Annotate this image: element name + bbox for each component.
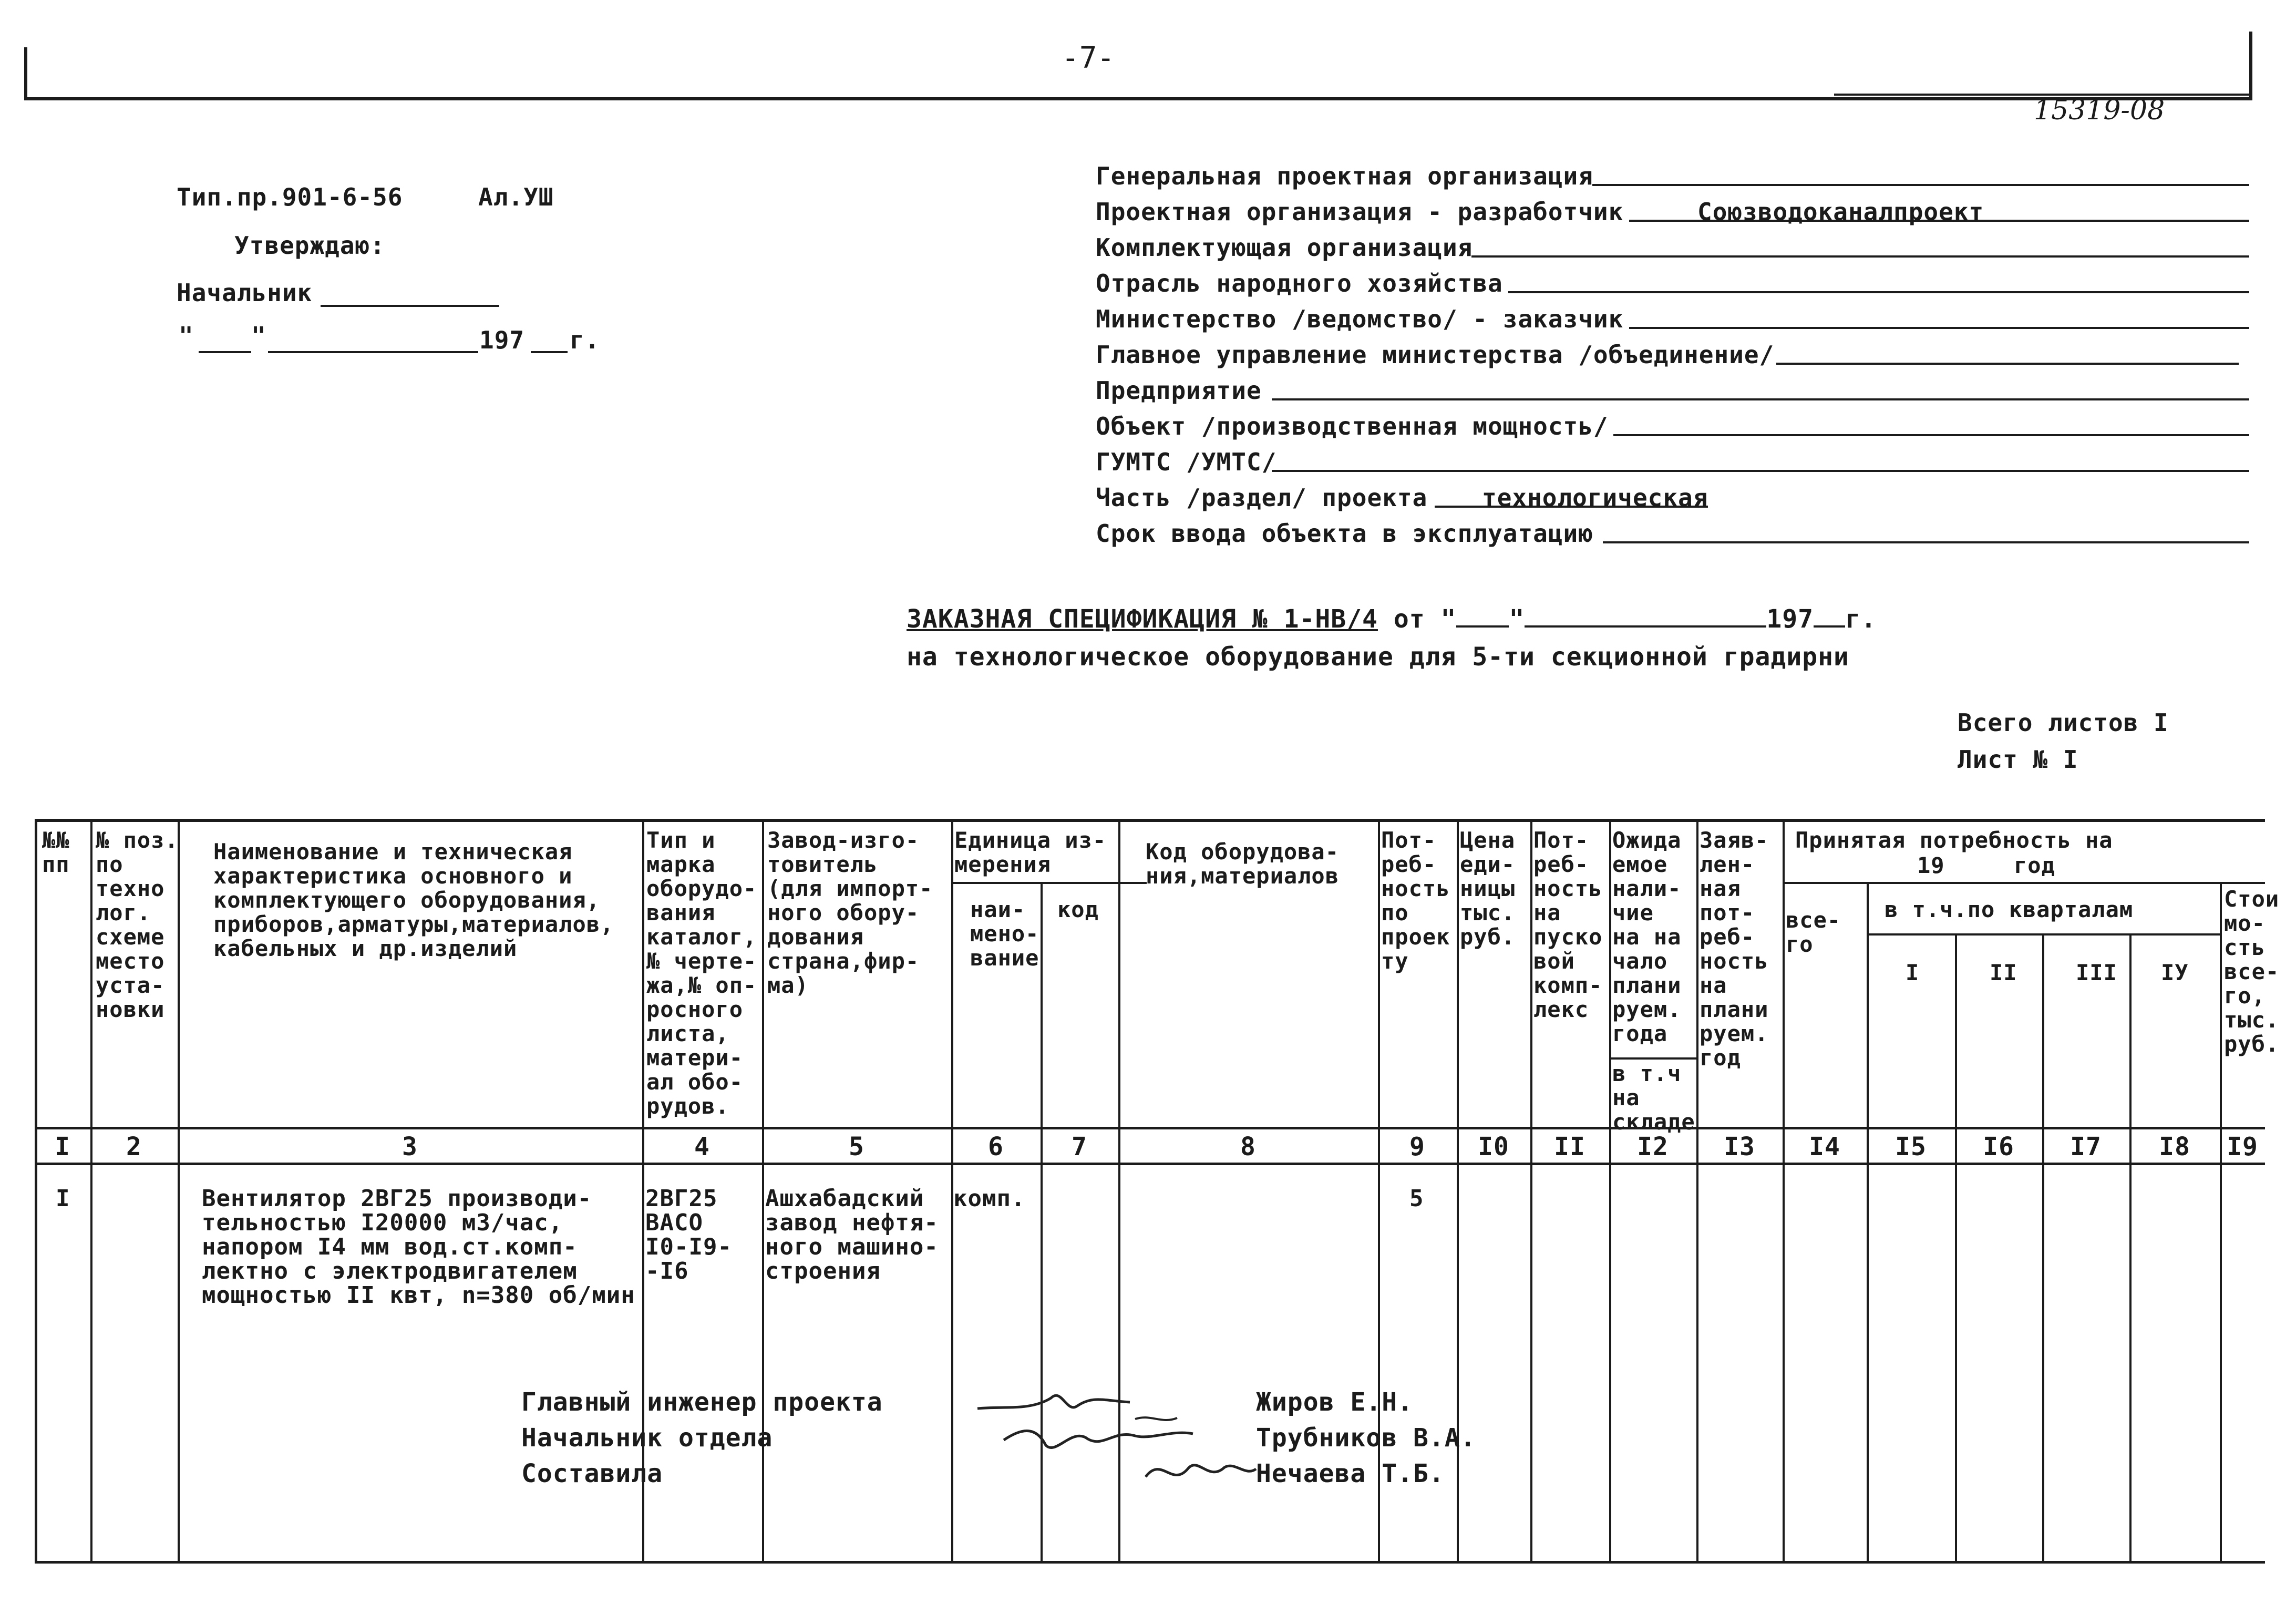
spec-title-year-blank <box>1814 625 1845 628</box>
colnum-3: 3 <box>402 1132 418 1161</box>
colnum-10: I0 <box>1478 1132 1509 1161</box>
colnum-17: I7 <box>2070 1132 2102 1161</box>
colnum-4: 4 <box>694 1132 710 1161</box>
colnum-13: I3 <box>1724 1132 1755 1161</box>
field-industry-line <box>1508 291 2249 293</box>
sheet-number: Лист № I <box>1958 745 2078 774</box>
field-general-org: Генеральная проектная организация <box>1096 162 1593 190</box>
field-enterprise-line <box>1272 398 2249 400</box>
row-manufacturer: Ашхабадский завод нефтя- ного машино- строения <box>765 1185 939 1284</box>
date-day-line <box>199 351 251 353</box>
spec-title-quote: " <box>1509 604 1525 634</box>
date-year-suffix: г. <box>570 326 600 354</box>
colnum-7: 7 <box>1072 1132 1087 1161</box>
field-ministry: Министерство /ведомство/ - заказчик <box>1096 305 1624 333</box>
header-accepted-year: 19 год <box>1917 852 2055 878</box>
header-need-project: Пот- реб- ность по проек ту <box>1381 827 1450 974</box>
colnum-15: I5 <box>1895 1132 1927 1161</box>
col-divider-13 <box>1783 819 1785 1564</box>
spec-title-prefix: ЗАКАЗНАЯ СПЕЦИФИКАЦИЯ № 1-НВ/4 <box>907 604 1378 634</box>
spec-title-suffix: г. <box>1845 604 1877 634</box>
spec-title-year: 197 <box>1766 604 1814 634</box>
field-supplier-org: Комплектующая организация <box>1096 233 1473 262</box>
header-unit-name: наи- мено- вание <box>970 897 1039 971</box>
signature-name-compiler: Нечаева Т.Б. <box>1256 1459 1445 1488</box>
field-enterprise: Предприятие <box>1096 376 1262 405</box>
header-declared-need: Заяв- лен- ная пот- реб- ность на плани руем. год <box>1700 827 1769 1071</box>
field-project-part-value: технологическая <box>1482 484 1708 512</box>
field-ministry-line <box>1629 327 2249 329</box>
header-quarter-1: I <box>1906 960 1920 985</box>
header-cost: Стои мо- сть все- го, тыс. руб. <box>2224 886 2280 1057</box>
date-quote-open: " <box>179 322 194 350</box>
date-month-line <box>268 351 478 353</box>
colnum-1: I <box>55 1132 70 1161</box>
field-general-org-line <box>1592 184 2249 186</box>
table-top-border <box>35 819 2265 822</box>
date-year-line <box>531 351 568 353</box>
header-position: № поз. по техно лог. схеме место уста- новки <box>96 827 179 1022</box>
col12-sub-line <box>1609 1057 1696 1060</box>
field-main-dept-line <box>1776 363 2239 365</box>
header-unit-group: Единица из- мерения <box>954 827 1107 877</box>
spec-title-month-blank <box>1525 625 1766 628</box>
field-developer-org: Проектная организация - разработчик <box>1096 198 1624 226</box>
field-gumts-line <box>1272 470 2249 472</box>
project-reference: Тип.пр.901-6-56 <box>177 183 403 211</box>
signature-name-dept-head: Трубников В.А. <box>1256 1423 1476 1453</box>
colnum-12: I2 <box>1637 1132 1669 1161</box>
field-deadline-line <box>1603 541 2249 543</box>
colnum-2: 2 <box>126 1132 142 1161</box>
spec-subtitle: на технологическое оборудование для 5-ти секционной градирни <box>907 642 1849 672</box>
colnum-18: I8 <box>2159 1132 2190 1161</box>
col-divider-17 <box>2129 933 2132 1564</box>
date-quote-close: " <box>251 322 266 350</box>
handwritten-signatures <box>972 1377 1267 1503</box>
header-accepted: Принятая потребность на <box>1795 827 2113 853</box>
chief-label: Начальник <box>177 279 313 307</box>
field-object-line <box>1613 434 2249 436</box>
table-left-border <box>35 819 37 1564</box>
signature-role-chief-engineer: Главный инженер проекта <box>521 1387 883 1417</box>
field-developer-value: Союзводоканалпроект <box>1697 198 1984 226</box>
chief-signature-line <box>321 305 499 307</box>
header-expected-warehouse: в т.ч на складе <box>1612 1061 1695 1135</box>
accepted-group-line <box>1783 882 2265 884</box>
col-divider-18 <box>2220 882 2222 1564</box>
field-gumts: ГУМТС /УМТС/ <box>1096 448 1277 476</box>
page-number: -7- <box>1062 41 1115 75</box>
header-quarter-3: III <box>2076 960 2117 985</box>
row-number: I <box>56 1185 70 1212</box>
table-colnum-bottom-line <box>35 1163 2265 1165</box>
header-quarter-2: II <box>1990 960 2017 985</box>
signature-role-dept-head: Начальник отдела <box>521 1423 773 1453</box>
colnum-11: II <box>1554 1132 1585 1161</box>
document-code: 15319-08 <box>2034 95 2165 126</box>
colnum-5: 5 <box>849 1132 864 1161</box>
col-divider-1 <box>90 819 92 1564</box>
col-divider-12 <box>1696 819 1698 1564</box>
col-divider-10 <box>1530 819 1532 1564</box>
spec-title-day-blank <box>1456 625 1509 628</box>
row-unit: комп. <box>953 1185 1026 1212</box>
top-border-line <box>24 97 2252 100</box>
field-project-part: Часть /раздел/ проекта <box>1096 484 1428 512</box>
colnum-16: I6 <box>1983 1132 2014 1161</box>
header-row-number: №№ пп <box>42 827 70 877</box>
row-need: 5 <box>1409 1185 1424 1212</box>
header-unit-price: Цена еди- ницы тыс. руб. <box>1460 827 1516 950</box>
colnum-9: 9 <box>1409 1132 1425 1161</box>
approve-label: Утверждаю: <box>234 231 385 260</box>
colnum-8: 8 <box>1240 1132 1256 1161</box>
row-equipment-name: Вентилятор 2ВГ25 производи- тельностью I20000 м3/час, напором I4 мм вод.ст.комп- лектно с электродвигателем мощностью II квт, n=380 об/мин <box>202 1185 635 1309</box>
header-unit-code: код <box>1057 897 1099 922</box>
signature-name-chief-engineer: Жиров Е.Н. <box>1256 1387 1413 1417</box>
sheets-total: Всего листов I <box>1958 708 2169 737</box>
header-type: Тип и марка оборудо- вания каталог, № черте- жа,№ оп- росного листа, матери- ал обо- рудов. <box>646 827 757 1119</box>
col-divider-11 <box>1609 819 1611 1564</box>
colnum-6: 6 <box>988 1132 1004 1161</box>
header-expected: Ожида емое нали- чие на на чало плани руем. года <box>1612 827 1682 1046</box>
col-divider-14 <box>1867 882 1869 1564</box>
header-total: все- го <box>1786 907 1841 957</box>
table-colnum-top-line <box>35 1127 2265 1129</box>
header-quarter-4: IУ <box>2161 960 2189 985</box>
signature-role-compiler: Составила <box>521 1459 663 1488</box>
header-name: Наименование и техническая характеристика основного и комплектующего оборудования, приборов,арматуры,материалов, кабельных и др.изделий <box>213 839 614 961</box>
row-equipment-type: 2ВГ25 ВАСО I0-I9- -I6 <box>645 1185 732 1284</box>
unit-group-line <box>952 882 1147 884</box>
header-need-startup: Пот- реб- ность на пуско вой комп- лекс <box>1533 827 1603 1022</box>
field-main-dept: Главное управление министерства /объединение/ <box>1096 341 1775 369</box>
field-deadline: Срок ввода объекта в эксплуатацию <box>1096 519 1593 548</box>
header-equipment-code: Код оборудова- ния,материалов <box>1146 839 1340 889</box>
top-border-right-tick <box>2249 32 2252 100</box>
album-number: Ал.УШ <box>478 183 554 211</box>
col-divider-16 <box>2042 933 2044 1564</box>
field-industry: Отрасль народного хозяйства <box>1096 269 1503 297</box>
top-border-left-tick <box>24 47 27 100</box>
colnum-19: I9 <box>2227 1132 2258 1161</box>
colnum-14: I4 <box>1809 1132 1840 1161</box>
spec-title <box>907 604 1877 634</box>
header-quarters: в т.ч.по кварталам <box>1885 897 2134 922</box>
field-object: Объект /производственная мощность/ <box>1096 412 1609 440</box>
table-bottom-border <box>35 1561 2265 1564</box>
field-supplier-org-line <box>1471 255 2249 258</box>
date-year: 197 <box>479 326 525 354</box>
col-divider-15 <box>1955 933 1957 1564</box>
spec-title-from: от " <box>1393 604 1457 634</box>
header-maker: Завод-изго- товитель (для импорт- ного обору- дования страна,фир- ма) <box>767 827 933 998</box>
